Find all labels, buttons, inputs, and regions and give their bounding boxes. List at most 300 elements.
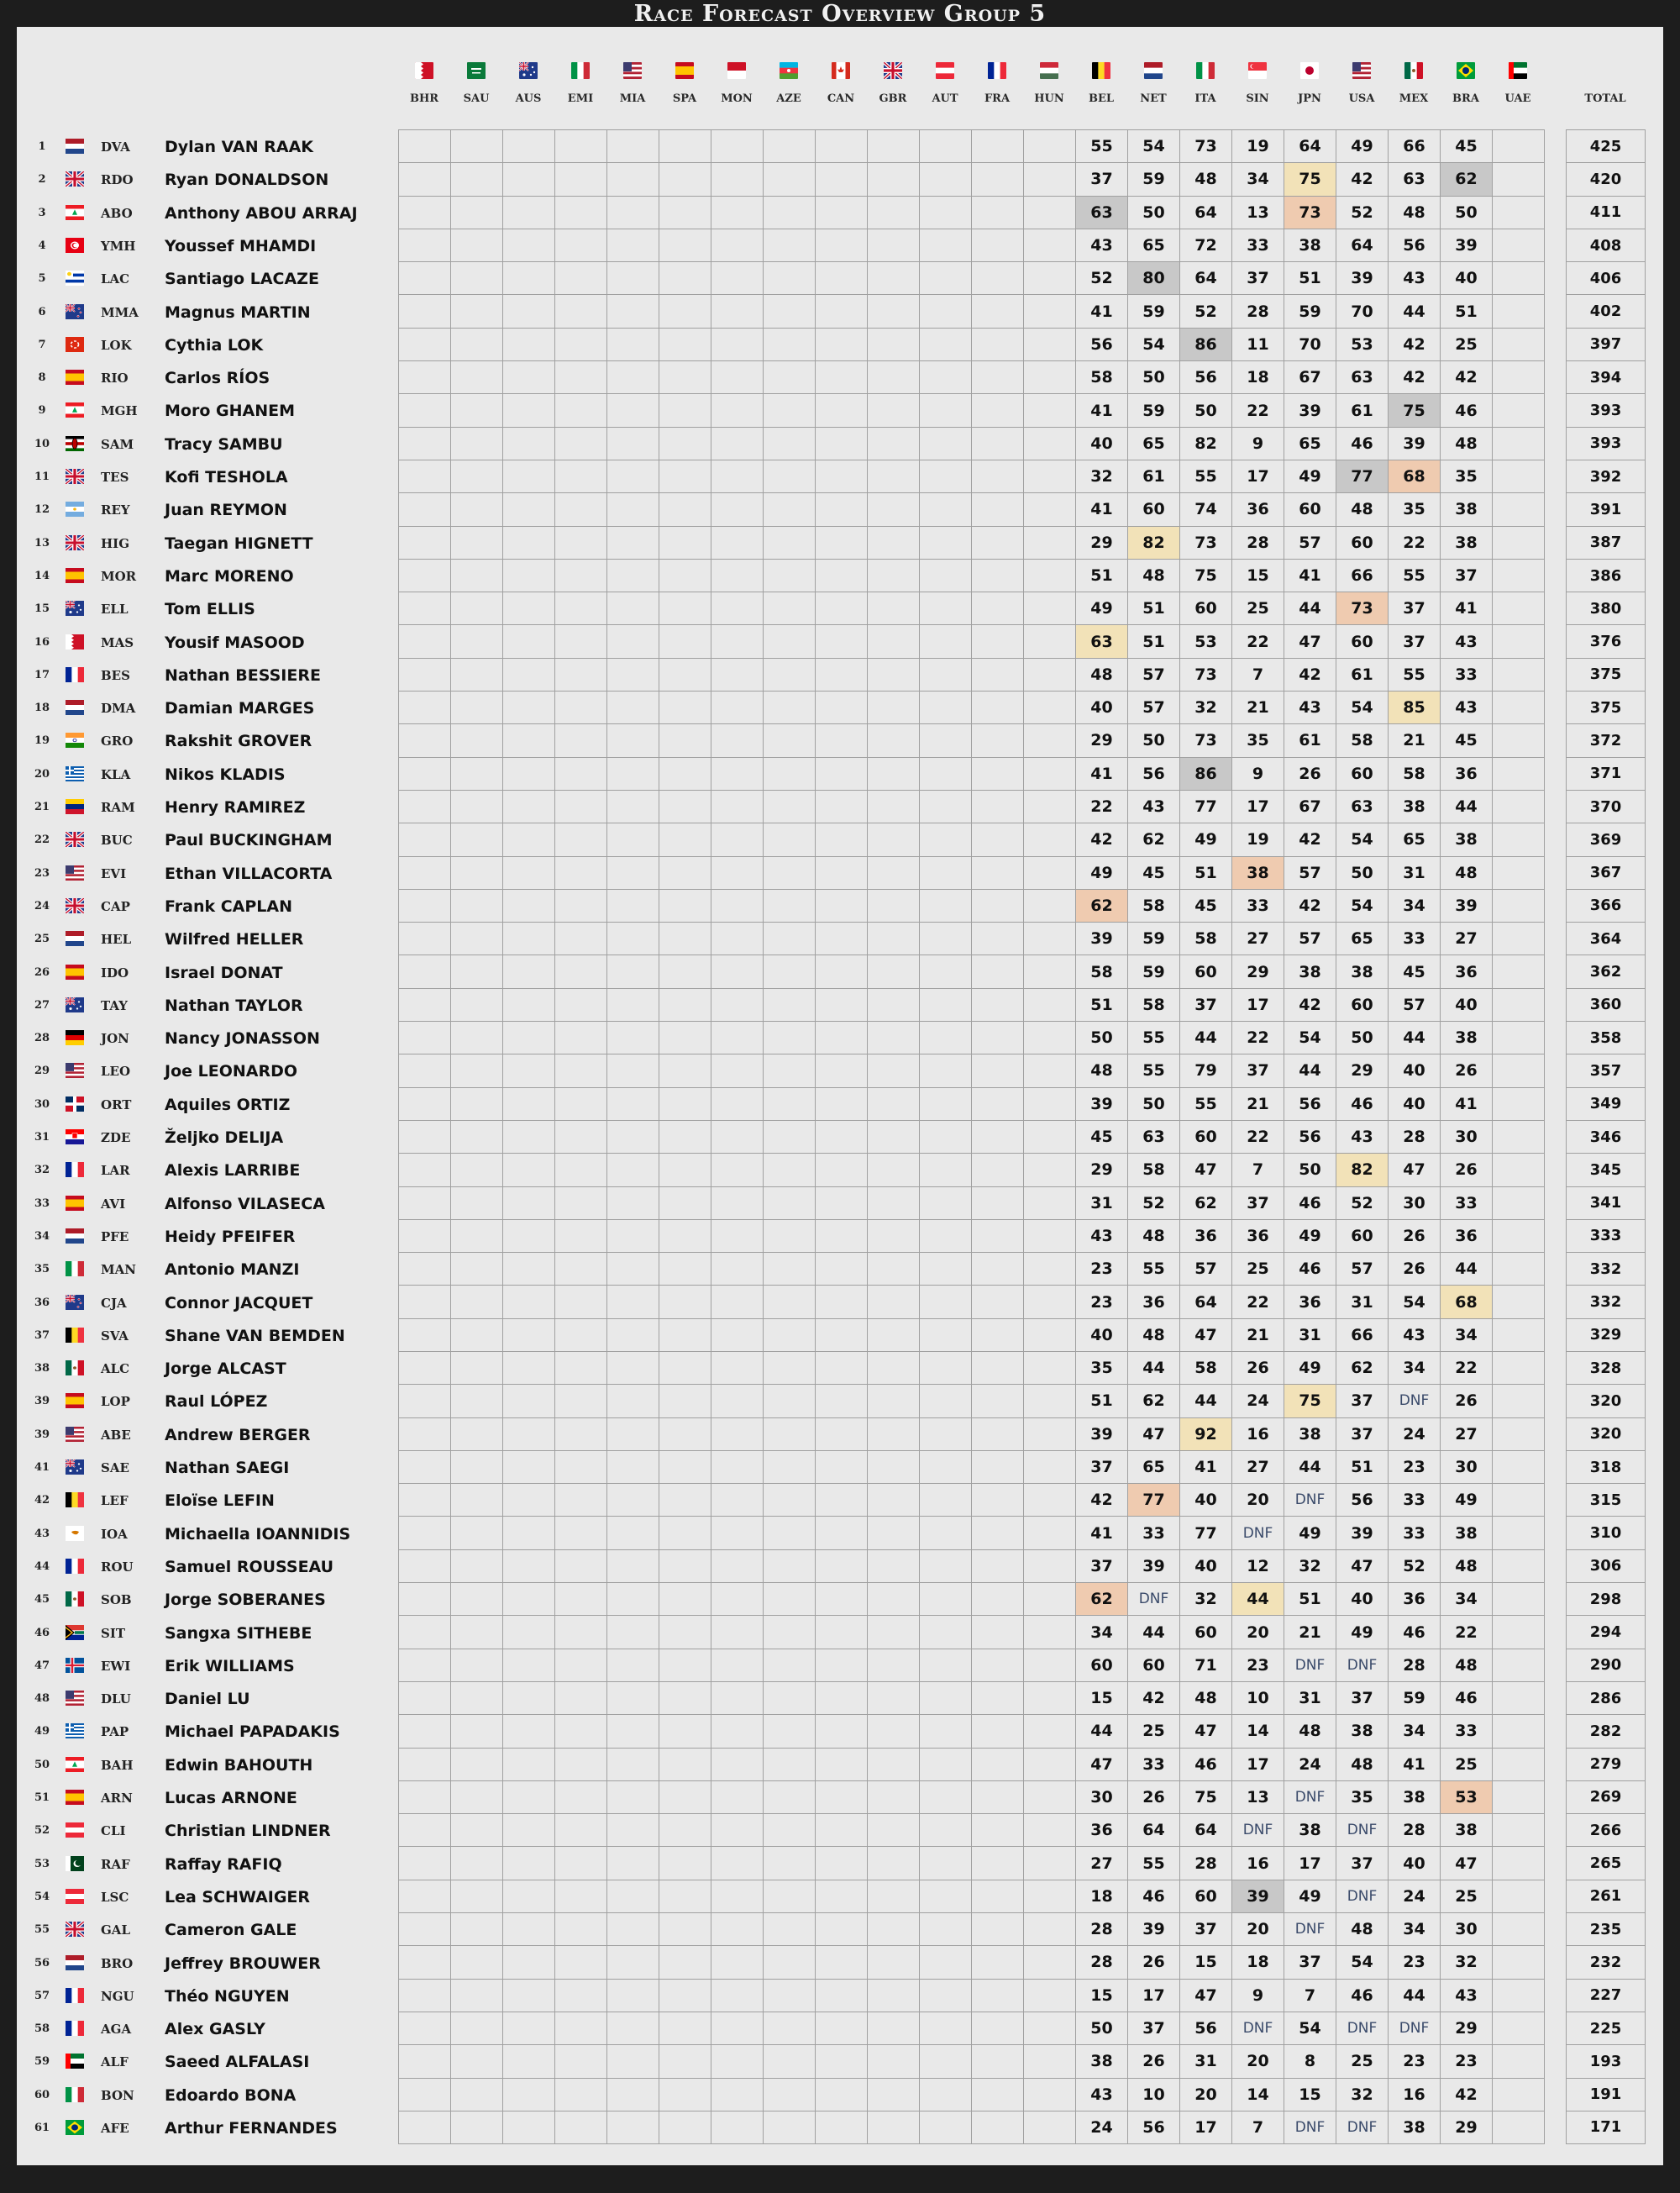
player-rank: 28 [34,1032,50,1045]
country-flag-icon [66,535,84,550]
total-cell: 367 [1567,856,1646,889]
score-cell: 36 [1441,757,1493,790]
empty-score-cell [972,2078,1024,2111]
score-cell: 50 [1336,856,1389,889]
empty-score-cell [607,1847,659,1880]
empty-score-cell [399,1979,451,2012]
empty-score-cell [503,2012,555,2044]
empty-score-cell [972,1517,1024,1549]
total-row [1567,559,1646,592]
empty-score-cell [711,1748,764,1780]
empty-score-cell [607,163,659,196]
score-cell: 38 [1389,1780,1441,1813]
player-rank: 29 [34,1065,50,1078]
player-row [17,823,395,855]
empty-score-cell [399,130,451,163]
empty-score-cell [555,460,607,492]
score-cell: 56 [1128,2111,1180,2143]
empty-score-cell [503,1549,555,1582]
score-cell: 42 [1284,988,1336,1021]
score-cell: 38 [1232,856,1284,889]
total-cell: 171 [1567,2111,1646,2143]
empty-score-cell [1024,526,1076,559]
score-cell: 40 [1076,1318,1128,1351]
player-abbreviation: BAH [101,1757,134,1773]
empty-score-cell [920,1450,972,1483]
player-name: Edwin BAHOUTH [165,1755,313,1775]
country-flag-icon [66,766,84,781]
empty-score-cell [451,1286,503,1318]
empty-score-cell [868,823,920,856]
player-abbreviation: REY [101,502,130,518]
race-flag-icon [675,62,694,79]
player-row [17,1748,395,1780]
score-cell: 27 [1076,1847,1128,1880]
score-cell: 47 [1076,1748,1128,1780]
empty-score-cell [816,460,868,492]
score-cell: 50 [1284,1154,1336,1186]
race-flag-icon [467,62,486,79]
total-cell: 420 [1567,163,1646,196]
player-abbreviation: AVI [101,1196,126,1212]
score-cell: 46 [1336,1087,1389,1120]
empty-score-cell [764,1120,816,1153]
total-cell: 362 [1567,955,1646,988]
empty-score-cell [816,1517,868,1549]
score-cell: 47 [1389,1154,1441,1186]
score-cell: 23 [1389,1946,1441,1979]
empty-score-cell [920,823,972,856]
empty-score-cell [816,1450,868,1483]
empty-score-cell [607,1318,659,1351]
score-cell: 60 [1284,493,1336,526]
empty-score-cell [868,625,920,658]
score-cell: 34 [1389,1913,1441,1946]
score-cell: 44 [1284,592,1336,625]
player-abbreviation: ORT [101,1096,132,1112]
empty-score-cell [972,493,1024,526]
total-cell: 366 [1567,889,1646,922]
table-row [399,1616,1545,1649]
empty-score-cell [607,1022,659,1054]
score-cell: 7 [1232,2111,1284,2143]
score-cell: 49 [1284,1880,1336,1912]
empty-score-cell [711,1880,764,1912]
player-row [17,526,395,559]
empty-score-cell [816,823,868,856]
score-cell: 51 [1076,988,1128,1021]
score-cell: 49 [1076,856,1128,889]
empty-score-cell [711,526,764,559]
total-cell: 232 [1567,1946,1646,1979]
empty-score-cell [659,592,711,625]
empty-score-cell [920,295,972,328]
player-name: Moro GHANEM [165,402,295,421]
total-row [1567,1385,1646,1417]
score-cell: 68 [1389,460,1441,492]
player-row [17,229,395,261]
empty-score-cell [816,229,868,261]
player-rank: 7 [38,338,46,351]
score-cell: 16 [1389,2078,1441,2111]
empty-score-cell [659,1318,711,1351]
country-flag-icon [66,1591,84,1607]
empty-score-cell [659,625,711,658]
empty-score-cell [399,163,451,196]
player-abbreviation: SIT [101,1625,126,1641]
score-cell: 20 [1232,1484,1284,1517]
score-cell: 37 [1128,2012,1180,2044]
player-rank: 60 [34,2088,50,2101]
empty-score-cell [868,1351,920,1384]
player-name: Wilfred HELLER [165,930,304,949]
score-cell: 48 [1441,856,1493,889]
player-rank: 54 [34,1890,50,1903]
empty-score-cell [972,856,1024,889]
empty-score-cell [555,1979,607,2012]
empty-score-cell [972,692,1024,724]
score-cell: 20 [1232,2045,1284,2078]
player-row [17,658,395,691]
score-cell: 80 [1128,262,1180,295]
score-cell: 43 [1076,229,1128,261]
player-rank: 21 [34,801,50,813]
empty-score-cell [1024,2012,1076,2044]
score-cell: 17 [1232,1748,1284,1780]
empty-score-cell [399,196,451,229]
empty-score-cell [868,790,920,823]
player-abbreviation: LAC [101,271,130,287]
player-row [17,328,395,360]
empty-score-cell [503,1054,555,1087]
score-cell: 64 [1336,229,1389,261]
country-flag-icon [66,965,84,980]
player-abbreviation: BUC [101,833,133,849]
empty-score-cell [451,460,503,492]
score-cell: 75 [1389,394,1441,427]
player-abbreviation: DLU [101,1691,131,1707]
country-flag-icon [66,832,84,847]
empty-score-cell [920,1979,972,2012]
score-cell: 38 [1076,2045,1128,2078]
empty-score-cell [764,889,816,922]
score-cell: 60 [1336,1219,1389,1252]
score-cell: 48 [1284,1715,1336,1748]
score-cell: 42 [1389,361,1441,394]
score-cell: 34 [1389,1715,1441,1748]
empty-score-cell [711,295,764,328]
player-rank: 59 [34,2055,50,2069]
score-cell: 51 [1284,262,1336,295]
country-flag-icon [66,1096,84,1112]
empty-score-cell [920,1649,972,1681]
empty-score-cell [503,262,555,295]
score-cell: 16 [1232,1847,1284,1880]
empty-score-cell [659,1154,711,1186]
player-name: Nancy JONASSON [165,1029,320,1049]
table-row [399,2012,1545,2044]
empty-score-cell [972,1417,1024,1450]
total-cell: 318 [1567,1450,1646,1483]
empty-score-cell [503,559,555,592]
player-name: Henry RAMIREZ [165,798,306,817]
score-cell: 56 [1284,1120,1336,1153]
empty-score-cell [555,1385,607,1417]
player-rank: 33 [34,1196,50,1210]
score-cell: 39 [1128,1913,1180,1946]
empty-score-cell [1024,1385,1076,1417]
player-abbreviation: LOP [101,1394,130,1410]
empty-score-cell [659,889,711,922]
empty-score-cell [711,2045,764,2078]
player-name: Samuel ROUSSEAU [165,1557,334,1576]
empty-score-cell [711,229,764,261]
empty-score-cell [607,1517,659,1549]
empty-score-cell [659,394,711,427]
score-cell: 74 [1180,493,1232,526]
player-name: Ethan VILLACORTA [165,864,333,883]
score-cell: 44 [1389,295,1441,328]
player-abbreviation: MGH [101,403,138,419]
empty-score-cell [555,2045,607,2078]
empty-score-cell [764,856,816,889]
empty-score-cell [764,1549,816,1582]
empty-score-cell [659,2111,711,2143]
empty-score-cell [764,1351,816,1384]
total-cell: 191 [1567,2078,1646,2111]
total-row [1567,1715,1646,1748]
player-row [17,1384,395,1417]
score-cell: 25 [1232,1253,1284,1286]
empty-score-cell [764,328,816,360]
total-row [1567,1484,1646,1517]
score-cell: 64 [1180,1814,1232,1847]
player-rank: 3 [38,206,46,219]
player-abbreviation: HEL [101,932,132,948]
empty-score-cell [399,1450,451,1483]
player-row [17,1649,395,1681]
empty-score-cell [920,493,972,526]
empty-score-cell [920,1517,972,1549]
player-rank: 42 [34,1494,50,1507]
empty-score-cell [399,295,451,328]
empty-score-cell [1024,1814,1076,1847]
score-cell: DNF [1232,2012,1284,2044]
country-flag-icon [66,238,84,253]
empty-score-cell [659,1054,711,1087]
empty-score-cell [659,692,711,724]
player-rank: 56 [34,1956,50,1969]
score-cell: 22 [1232,1286,1284,1318]
empty-score-cell [503,1219,555,1252]
table-row [399,1253,1545,1286]
player-rank: 47 [34,1659,50,1672]
empty-score-cell [764,1946,816,1979]
empty-score-cell [555,1814,607,1847]
table-row [399,394,1545,427]
score-cell: 45 [1441,130,1493,163]
player-abbreviation: SOB [101,1592,132,1608]
score-cell: 45 [1441,724,1493,757]
empty-score-cell [659,2012,711,2044]
empty-score-cell [607,955,659,988]
empty-score-cell [503,724,555,757]
player-name: Youssef MHAMDI [165,236,317,255]
total-row [1567,1847,1646,1880]
empty-score-cell [972,1087,1024,1120]
empty-score-cell [555,955,607,988]
total-row [1567,229,1646,261]
empty-score-cell [555,1847,607,1880]
empty-score-cell [920,196,972,229]
empty-score-cell [711,1913,764,1946]
empty-score-cell [711,823,764,856]
empty-score-cell [711,1450,764,1483]
score-cell: 50 [1441,196,1493,229]
empty-score-cell [503,1022,555,1054]
empty-score-cell [555,262,607,295]
score-cell: 72 [1180,229,1232,261]
player-row [17,1616,395,1649]
empty-score-cell [816,658,868,691]
player-rank: 8 [38,371,46,385]
empty-score-cell [503,361,555,394]
empty-score-cell [816,1681,868,1714]
empty-score-cell [555,1351,607,1384]
total-cell: 320 [1567,1417,1646,1450]
total-row [1567,1120,1646,1153]
score-cell: 31 [1180,2045,1232,2078]
score-cell: 36 [1389,1583,1441,1616]
total-row [1567,361,1646,394]
score-cell: 20 [1180,2078,1232,2111]
score-cell: 57 [1284,856,1336,889]
empty-score-cell [555,658,607,691]
player-name: Christian LINDNER [165,1822,331,1841]
player-abbreviation: BRO [101,1955,134,1971]
score-cell: 75 [1180,1780,1232,1813]
score-cell: 73 [1284,196,1336,229]
country-flag-icon [66,205,84,220]
player-abbreviation: MAN [101,1262,136,1278]
empty-score-cell [555,1253,607,1286]
empty-score-cell [816,361,868,394]
empty-score-cell [607,1748,659,1780]
table-row [399,1022,1545,1054]
player-name: Nikos KLADIS [165,765,286,784]
score-cell: 28 [1076,1946,1128,1979]
country-flag-icon [66,271,84,286]
empty-score-cell [1024,923,1076,955]
empty-score-cell [503,1681,555,1714]
player-row [17,1318,395,1351]
empty-score-cell [1024,823,1076,856]
score-cell: 29 [1441,2012,1493,2044]
empty-score-cell [451,1351,503,1384]
empty-score-cell [1024,1286,1076,1318]
empty-score-cell [659,1087,711,1120]
player-rank: 61 [34,2122,50,2134]
empty-score-cell [764,130,816,163]
empty-score-cell [399,1616,451,1649]
score-cell: 43 [1441,1979,1493,2012]
country-flag-icon [66,502,84,517]
score-cell: 26 [1441,1154,1493,1186]
empty-score-cell [451,1318,503,1351]
empty-score-cell [659,427,711,460]
country-flag-icon [66,1790,84,1805]
empty-score-cell [920,163,972,196]
total-cell: 332 [1567,1253,1646,1286]
empty-score-cell [451,1913,503,1946]
empty-score-cell [1493,823,1545,856]
empty-score-cell [1024,196,1076,229]
score-cell: 75 [1284,1385,1336,1417]
empty-score-cell [1493,1087,1545,1120]
empty-score-cell [555,493,607,526]
empty-score-cell [607,988,659,1021]
score-cell: 77 [1128,1484,1180,1517]
empty-score-cell [972,559,1024,592]
empty-score-cell [1493,625,1545,658]
score-cell: 66 [1336,1318,1389,1351]
score-cell: 37 [1180,1913,1232,1946]
empty-score-cell [1493,262,1545,295]
empty-score-cell [399,1484,451,1517]
total-row [1567,1186,1646,1219]
total-cell: 360 [1567,988,1646,1021]
empty-score-cell [972,724,1024,757]
country-flag-icon [66,1129,84,1144]
empty-score-cell [972,130,1024,163]
empty-score-cell [711,1583,764,1616]
player-row [17,261,395,294]
empty-score-cell [920,625,972,658]
table-row [399,2078,1545,2111]
empty-score-cell [1024,724,1076,757]
empty-score-cell [451,692,503,724]
empty-score-cell [764,493,816,526]
empty-score-cell [1024,1880,1076,1912]
player-abbreviation: DVA [101,139,130,155]
empty-score-cell [1493,1186,1545,1219]
country-flag-icon [66,1261,84,1276]
player-abbreviation: SAE [101,1460,129,1475]
empty-score-cell [607,1814,659,1847]
total-row [1567,1154,1646,1186]
total-cell: 282 [1567,1715,1646,1748]
empty-score-cell [451,1814,503,1847]
table-row [399,923,1545,955]
score-cell: 47 [1284,625,1336,658]
score-cell: 25 [1441,1748,1493,1780]
country-flag-icon [66,865,84,881]
country-flag-icon [66,1228,84,1244]
empty-score-cell [503,1616,555,1649]
country-flag-icon [66,1922,84,1937]
empty-score-cell [920,1318,972,1351]
player-abbreviation: IDO [101,965,129,981]
empty-score-cell [868,1616,920,1649]
empty-score-cell [764,625,816,658]
player-rank: 50 [34,1758,50,1771]
score-cell: 60 [1128,493,1180,526]
empty-score-cell [451,955,503,988]
empty-score-cell [764,1154,816,1186]
race-code: MEX [1399,92,1429,105]
score-cell: 41 [1076,1517,1128,1549]
score-cell: 45 [1128,856,1180,889]
